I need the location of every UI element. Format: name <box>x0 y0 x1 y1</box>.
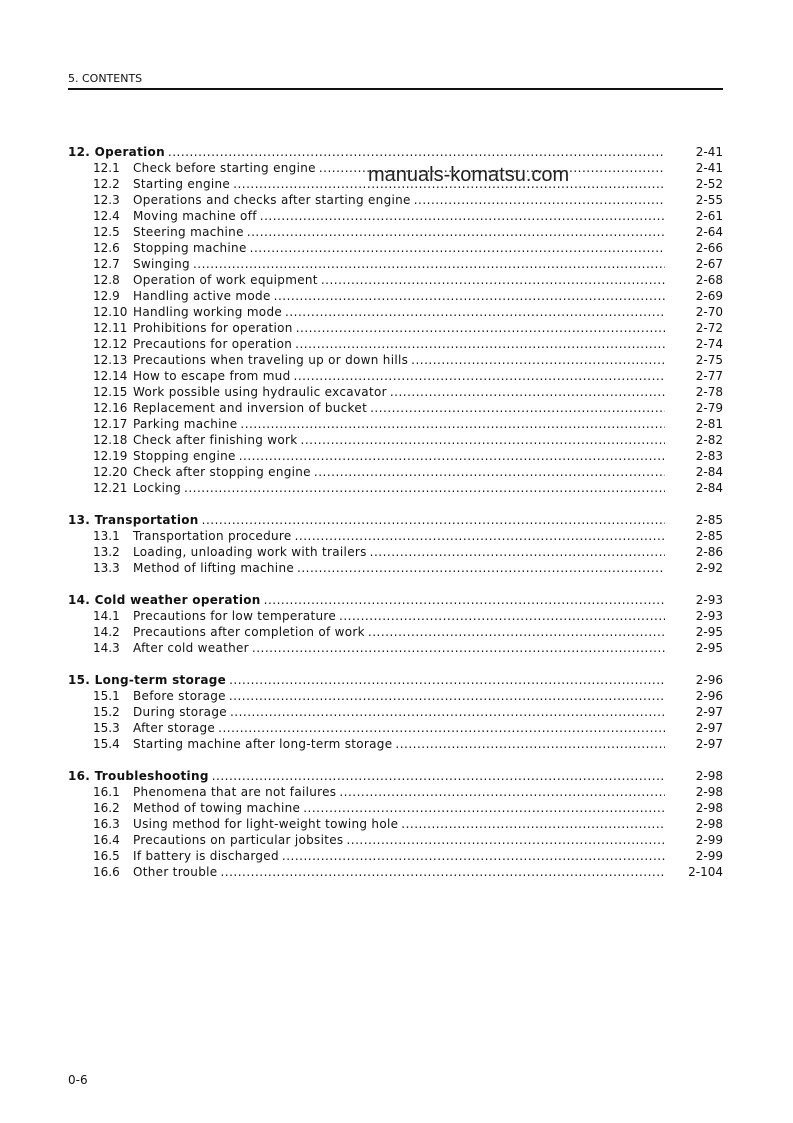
entry-number: 12.12 <box>93 337 128 351</box>
entry-title: Precautions for operation <box>133 337 293 351</box>
dot-leader <box>220 864 665 880</box>
entry-number: 12.1 <box>93 161 120 175</box>
toc-section-heading[interactable] <box>68 592 723 608</box>
entry-page: 2-98 <box>695 801 723 815</box>
toc-entry[interactable] <box>68 208 723 224</box>
toc-entry[interactable] <box>68 544 723 560</box>
entry-title: Parking machine <box>133 417 238 431</box>
dot-leader <box>282 848 665 864</box>
entry-page: 2-69 <box>695 289 723 303</box>
dot-leader <box>202 512 665 528</box>
toc-section <box>68 144 723 496</box>
entry-page: 2-85 <box>695 529 723 543</box>
toc-entry[interactable] <box>68 336 723 352</box>
entry-number: 15.4 <box>93 737 120 751</box>
entry-page: 2-95 <box>695 625 723 639</box>
toc-entry[interactable] <box>68 864 723 880</box>
entry-title: Precautions on particular jobsites <box>133 833 344 847</box>
entry-page: 2-99 <box>695 849 723 863</box>
entry-number: 15.1 <box>93 689 120 703</box>
entry-title: Method of towing machine <box>133 801 301 815</box>
entry-page: 2-98 <box>695 769 723 783</box>
toc-entry[interactable] <box>68 640 723 656</box>
entry-page: 2-78 <box>695 385 723 399</box>
entry-number: 12.5 <box>93 225 120 239</box>
dot-leader <box>184 480 665 496</box>
entry-title: Precautions for low temperature <box>133 609 337 623</box>
dot-leader <box>339 608 665 624</box>
dot-leader <box>370 544 665 560</box>
toc-entry[interactable] <box>68 256 723 272</box>
dot-leader <box>414 192 665 208</box>
dot-leader <box>250 240 665 256</box>
dot-leader <box>240 416 665 432</box>
entry-number: 16.2 <box>93 801 120 815</box>
entry-number: 12.17 <box>93 417 128 431</box>
toc-entry[interactable] <box>68 304 723 320</box>
entry-number: 16.6 <box>93 865 120 879</box>
entry-number: 12.14 <box>93 369 128 383</box>
toc-entry[interactable] <box>68 240 723 256</box>
entry-title: Stopping machine <box>133 241 247 255</box>
toc-section-heading[interactable] <box>68 512 723 528</box>
entry-title: If battery is discharged <box>133 849 279 863</box>
entry-page: 2-41 <box>695 161 723 175</box>
entry-title: Check before starting engine <box>133 161 316 175</box>
entry-page: 2-75 <box>695 353 723 367</box>
entry-page: 2-74 <box>695 337 723 351</box>
entry-page: 2-66 <box>695 241 723 255</box>
table-of-contents <box>68 144 723 896</box>
toc-entry[interactable] <box>68 720 723 736</box>
toc-entry[interactable] <box>68 816 723 832</box>
dot-leader <box>229 672 665 688</box>
entry-title: Starting machine after long-term storage <box>133 737 393 751</box>
entry-page: 2-67 <box>695 257 723 271</box>
dot-leader <box>193 256 665 272</box>
toc-entry[interactable] <box>68 224 723 240</box>
entry-title: Precautions after completion of work <box>133 625 365 639</box>
entry-title: Method of lifting machine <box>133 561 295 575</box>
entry-number: 12.15 <box>93 385 128 399</box>
entry-title: Starting engine <box>133 177 231 191</box>
dot-leader <box>339 784 665 800</box>
watermark: manuals-komatsu.com <box>368 164 570 186</box>
entry-page: 2-95 <box>695 641 723 655</box>
entry-number: 12.2 <box>93 177 120 191</box>
dot-leader <box>285 304 665 320</box>
dot-leader <box>247 224 665 240</box>
entry-page: 2-97 <box>695 705 723 719</box>
entry-number: 12.11 <box>93 321 128 335</box>
entry-page: 2-77 <box>695 369 723 383</box>
dot-leader <box>303 800 665 816</box>
entry-number: 12.20 <box>93 465 128 479</box>
dot-leader <box>239 448 665 464</box>
toc-entry[interactable] <box>68 432 723 448</box>
entry-number: 12.9 <box>93 289 120 303</box>
header-rule <box>68 88 723 90</box>
toc-entry[interactable] <box>68 784 723 800</box>
toc-entry[interactable] <box>68 320 723 336</box>
toc-entry[interactable] <box>68 384 723 400</box>
entry-page: 2-84 <box>695 481 723 495</box>
dot-leader <box>212 768 665 784</box>
entry-page: 2-92 <box>695 561 723 575</box>
toc-entry[interactable] <box>68 800 723 816</box>
entry-title: 12. Operation <box>68 145 165 159</box>
entry-title: Before storage <box>133 689 226 703</box>
entry-title: 15. Long-term storage <box>68 673 227 687</box>
toc-entry[interactable] <box>68 288 723 304</box>
entry-number: 16.1 <box>93 785 120 799</box>
entry-number: 12.13 <box>93 353 128 367</box>
dot-leader <box>260 208 665 224</box>
entry-page: 2-97 <box>695 737 723 751</box>
entry-title: Steering machine <box>133 225 244 239</box>
toc-entry[interactable] <box>68 848 723 864</box>
entry-title: Transportation procedure <box>133 529 292 543</box>
entry-page: 2-64 <box>695 225 723 239</box>
toc-entry[interactable] <box>68 192 723 208</box>
entry-title: Swinging <box>133 257 190 271</box>
entry-number: 16.4 <box>93 833 120 847</box>
dot-leader <box>301 432 666 448</box>
toc-section-heading[interactable] <box>68 768 723 784</box>
toc-entry[interactable] <box>68 560 723 576</box>
entry-page: 2-104 <box>688 865 723 879</box>
entry-title: How to escape from mud <box>133 369 291 383</box>
toc-entry[interactable] <box>68 624 723 640</box>
dot-leader <box>295 528 665 544</box>
entry-title: Locking <box>133 481 182 495</box>
entry-title: Phenomena that are not failures <box>133 785 337 799</box>
dot-leader <box>395 736 665 752</box>
dot-leader <box>294 368 665 384</box>
entry-number: 13.3 <box>93 561 120 575</box>
toc-entry[interactable] <box>68 368 723 384</box>
entry-page: 2-86 <box>695 545 723 559</box>
toc-section-heading[interactable] <box>68 144 723 160</box>
dot-leader <box>296 320 665 336</box>
entry-page: 2-97 <box>695 721 723 735</box>
entry-title: Operations and checks after starting engine <box>133 193 411 207</box>
dot-leader <box>218 720 665 736</box>
entry-number: 16.3 <box>93 817 120 831</box>
toc-section <box>68 592 723 656</box>
entry-page: 2-82 <box>695 433 723 447</box>
entry-page: 2-96 <box>695 689 723 703</box>
page-number: 0-6 <box>68 1073 88 1087</box>
entry-title: Moving machine off <box>133 209 257 223</box>
entry-number: 15.3 <box>93 721 120 735</box>
entry-page: 2-96 <box>695 673 723 687</box>
entry-number: 12.8 <box>93 273 120 287</box>
entry-title: Loading, unloading work with trailers <box>133 545 367 559</box>
entry-number: 15.2 <box>93 705 120 719</box>
entry-title: During storage <box>133 705 227 719</box>
entry-number: 12.16 <box>93 401 128 415</box>
entry-title: Operation of work equipment <box>133 273 318 287</box>
entry-number: 12.3 <box>93 193 120 207</box>
dot-leader <box>368 624 665 640</box>
toc-section-heading[interactable] <box>68 672 723 688</box>
entry-title: Check after finishing work <box>133 433 298 447</box>
entry-page: 2-41 <box>695 145 723 159</box>
entry-title: 14. Cold weather operation <box>68 593 261 607</box>
dot-leader <box>401 816 665 832</box>
entry-title: Stopping engine <box>133 449 236 463</box>
entry-number: 12.7 <box>93 257 120 271</box>
entry-title: 13. Transportation <box>68 513 199 527</box>
entry-title: After storage <box>133 721 216 735</box>
header-title: 5. CONTENTS <box>68 72 143 85</box>
toc-entry[interactable] <box>68 400 723 416</box>
entry-title: Work possible using hydraulic excavator <box>133 385 387 399</box>
entry-title: Handling working mode <box>133 305 283 319</box>
entry-title: Check after stopping engine <box>133 465 311 479</box>
entry-title: Precautions when traveling up or down hills <box>133 353 409 367</box>
toc-section <box>68 672 723 752</box>
entry-number: 14.3 <box>93 641 120 655</box>
entry-page: 2-83 <box>695 449 723 463</box>
toc-entry[interactable] <box>68 464 723 480</box>
toc-section <box>68 512 723 576</box>
entry-title: Using method for light-weight towing hole <box>133 817 399 831</box>
dot-leader <box>274 288 665 304</box>
toc-entry[interactable] <box>68 352 723 368</box>
entry-number: 12.18 <box>93 433 128 447</box>
dot-leader <box>390 384 665 400</box>
dot-leader <box>230 704 665 720</box>
entry-page: 2-68 <box>695 273 723 287</box>
dot-leader <box>370 400 665 416</box>
entry-page: 2-81 <box>695 417 723 431</box>
entry-page: 2-55 <box>695 193 723 207</box>
entry-page: 2-93 <box>695 609 723 623</box>
dot-leader <box>295 336 665 352</box>
entry-number: 12.6 <box>93 241 120 255</box>
dot-leader <box>411 352 665 368</box>
entry-number: 14.1 <box>93 609 120 623</box>
toc-entry[interactable] <box>68 688 723 704</box>
entry-number: 12.21 <box>93 481 128 495</box>
entry-page: 2-85 <box>695 513 723 527</box>
entry-title: Replacement and inversion of bucket <box>133 401 368 415</box>
entry-number: 16.5 <box>93 849 120 863</box>
dot-leader <box>252 640 665 656</box>
entry-number: 12.4 <box>93 209 120 223</box>
entry-page: 2-99 <box>695 833 723 847</box>
toc-entry[interactable] <box>68 416 723 432</box>
dot-leader <box>321 272 665 288</box>
entry-title: 16. Troubleshooting <box>68 769 209 783</box>
entry-number: 14.2 <box>93 625 120 639</box>
entry-page: 2-72 <box>695 321 723 335</box>
toc-entry[interactable] <box>68 272 723 288</box>
dot-leader <box>314 464 665 480</box>
entry-number: 12.19 <box>93 449 128 463</box>
entry-page: 2-98 <box>695 785 723 799</box>
entry-title: After cold weather <box>133 641 249 655</box>
entry-title: Other trouble <box>133 865 218 879</box>
entry-number: 12.10 <box>93 305 128 319</box>
toc-entry[interactable] <box>68 832 723 848</box>
toc-entry[interactable] <box>68 736 723 752</box>
entry-page: 2-84 <box>695 465 723 479</box>
entry-page: 2-98 <box>695 817 723 831</box>
toc-section <box>68 768 723 880</box>
dot-leader <box>168 144 665 160</box>
toc-entry[interactable] <box>68 704 723 720</box>
entry-page: 2-52 <box>695 177 723 191</box>
entry-number: 13.2 <box>93 545 120 559</box>
entry-title: Handling active mode <box>133 289 271 303</box>
entry-page: 2-93 <box>695 593 723 607</box>
dot-leader <box>346 832 665 848</box>
entry-page: 2-61 <box>695 209 723 223</box>
entry-title: Prohibitions for operation <box>133 321 293 335</box>
toc-entry[interactable] <box>68 480 723 496</box>
toc-entry[interactable] <box>68 528 723 544</box>
toc-entry[interactable] <box>68 448 723 464</box>
entry-number: 13.1 <box>93 529 120 543</box>
dot-leader <box>229 688 665 704</box>
entry-page: 2-70 <box>695 305 723 319</box>
entry-page: 2-79 <box>695 401 723 415</box>
dot-leader <box>297 560 665 576</box>
dot-leader <box>264 592 665 608</box>
toc-entry[interactable] <box>68 608 723 624</box>
